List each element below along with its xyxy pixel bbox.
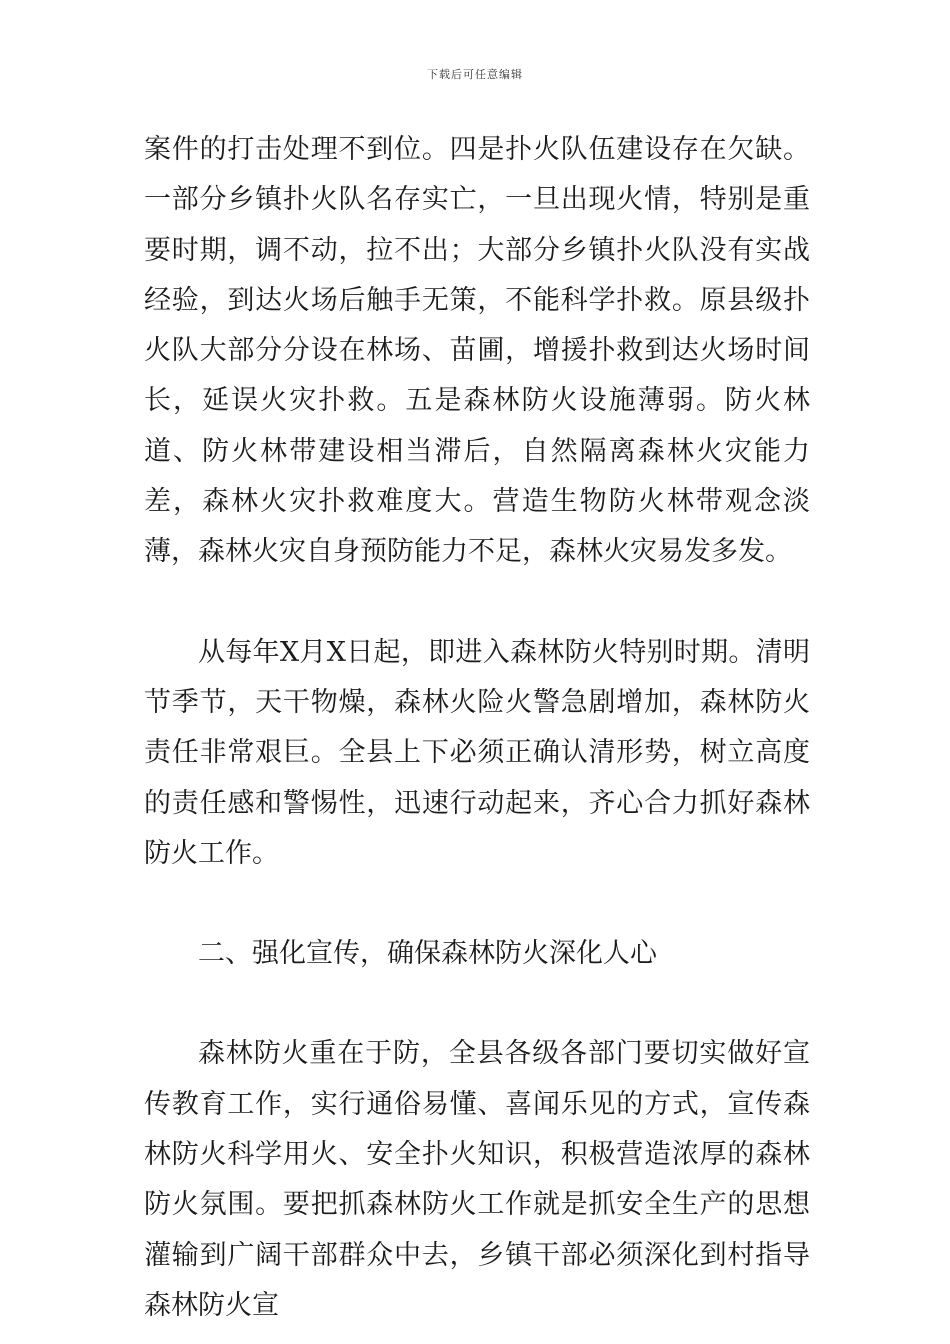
paragraph-fire-season: 从每年X月X日起，即进入森林防火特别时期。清明节季节，天干物燥，森林火险火警急剧增加，森林防火责任非常艰巨。全县上下必须正确认清形势，树立高度的责任感和警惕性，迅速行动起来，齐心合力抓好森林防火工作。 [144, 636, 810, 869]
header-note: 下载后可任意编辑 [427, 68, 523, 81]
paragraph-publicity: 森林防火重在于防，全县各级各部门要切实做好宣传教育工作，实行通俗易懂、喜闻乐见的方式，宣传森林防火科学用火、安全扑火知识，积极营造浓厚的森林防火氛围。要把抓森林防火工作就是抓安全生产的思想灌输到广阔干部群众中去，乡镇干部必须深化到村指导森林防火宣 [144, 1038, 810, 1321]
document-body [144, 125, 810, 1331]
paragraph-continuation: 案件的打击处理不到位。四是扑火队伍建设存在欠缺。一部分乡镇扑火队名存实亡，一旦出现火情，特别是重要时期，调不动，拉不出；大部分乡镇扑火队没有实战经验，到达火场后触手无策，不能科学扑救。原县级扑火队大部分分设在林场、苗圃，增援扑救到达火场时间长，延误火灾扑救。五是森林防火设施薄弱。防火林道、防火林带建设相当滞后，自然隔离森林火灾能力差，森林火灾扑救难度大。营造生物防火林带观念淡薄，森林火灾自身预防能力不足，森林火灾易发多发。 [144, 134, 810, 568]
section-heading: 二、强化宣传，确保森林防火深化人心 [198, 938, 657, 970]
